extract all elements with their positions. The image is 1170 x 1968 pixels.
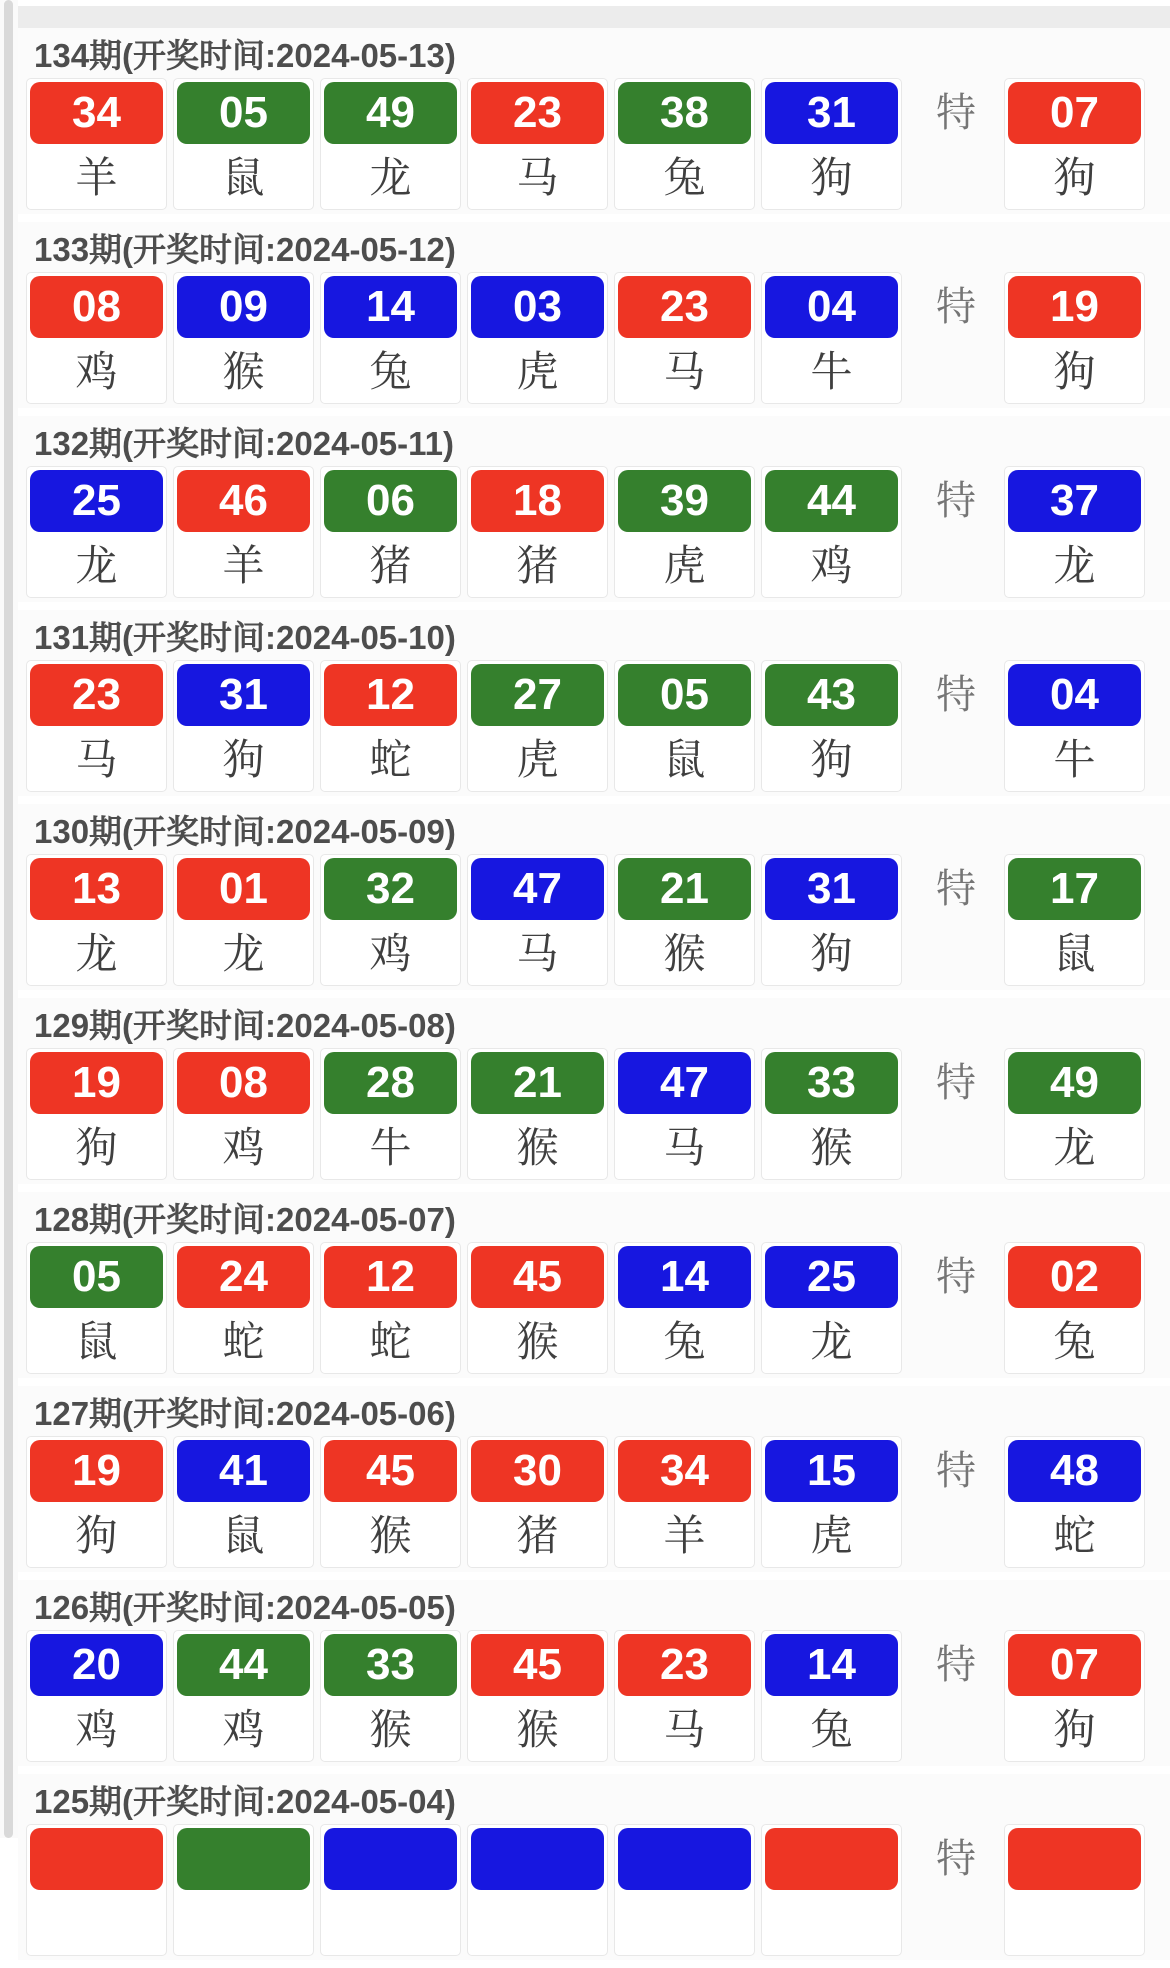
draw-block (18, 1580, 1170, 1766)
draw-numbers-row (18, 78, 1170, 210)
ball-number: 08 (30, 276, 163, 338)
ball-zodiac: 鼠 (663, 736, 706, 783)
results-list (18, 0, 1170, 1968)
result-cell (614, 660, 755, 792)
result-cell (173, 854, 314, 986)
ball-number: 05 (177, 82, 310, 144)
ball-zodiac: 猪 (369, 542, 412, 589)
ball-number: 31 (765, 82, 898, 144)
ball-zodiac: 鸡 (810, 542, 853, 589)
ball-zodiac: 牛 (1053, 736, 1096, 783)
result-cell (761, 272, 902, 404)
draw-period-title: 129期(开奖时间:2024-05-08) (34, 1007, 456, 1044)
ball-zodiac: 龙 (75, 930, 118, 977)
result-cell (173, 1824, 314, 1956)
ball-number (765, 1828, 898, 1890)
result-cell (614, 1824, 755, 1956)
draw-block (18, 610, 1170, 796)
ball-number: 23 (618, 276, 751, 338)
ball-number: 14 (324, 276, 457, 338)
ball-number: 04 (765, 276, 898, 338)
ball-number: 19 (30, 1440, 163, 1502)
ball-number (471, 1828, 604, 1890)
ball-zodiac: 虎 (516, 736, 559, 783)
draw-period-title: 127期(开奖时间:2024-05-06) (34, 1395, 456, 1432)
result-cell (761, 1630, 902, 1762)
ball-zodiac: 鸡 (369, 930, 412, 977)
result-cell (320, 78, 461, 210)
draw-numbers-row (18, 1630, 1170, 1762)
ball-zodiac: 猴 (369, 1512, 412, 1559)
result-cell (467, 1436, 608, 1568)
ball-zodiac: 龙 (1053, 1124, 1096, 1171)
draw-period-title: 126期(开奖时间:2024-05-05) (34, 1589, 456, 1626)
ball-zodiac: 狗 (1053, 348, 1096, 395)
result-cell (1004, 854, 1145, 986)
ball-number: 27 (471, 664, 604, 726)
result-cell (467, 660, 608, 792)
draw-block (18, 1386, 1170, 1572)
ball-zodiac: 鸡 (75, 348, 118, 395)
scrollbar-track (0, 0, 18, 1838)
ball-zodiac: 蛇 (1053, 1512, 1096, 1559)
special-label: 特 (936, 1449, 976, 1493)
ball-number: 25 (765, 1246, 898, 1308)
ball-number: 46 (177, 470, 310, 532)
draw-block (18, 804, 1170, 990)
ball-number: 17 (1008, 858, 1141, 920)
ball-zodiac: 鼠 (222, 154, 265, 201)
result-cell (173, 78, 314, 210)
special-label: 特 (936, 1837, 976, 1881)
ball-zodiac: 羊 (75, 154, 118, 201)
ball-zodiac: 鸡 (222, 1706, 265, 1753)
result-cell (467, 1824, 608, 1956)
result-cell (614, 1048, 755, 1180)
ball-number: 14 (765, 1634, 898, 1696)
draw-numbers-row (18, 272, 1170, 404)
result-cell (1004, 466, 1145, 598)
result-cell (614, 1436, 755, 1568)
ball-zodiac: 马 (516, 154, 559, 201)
draw-numbers-row (18, 660, 1170, 792)
result-cell (467, 1048, 608, 1180)
ball-number: 23 (471, 82, 604, 144)
ball-number: 18 (471, 470, 604, 532)
ball-zodiac (1008, 1890, 1141, 1952)
ball-number (324, 1828, 457, 1890)
draw-numbers-row (18, 1048, 1170, 1180)
result-cell (26, 854, 167, 986)
ball-number: 48 (1008, 1440, 1141, 1502)
ball-zodiac: 兔 (663, 1318, 706, 1365)
ball-zodiac: 蛇 (222, 1318, 265, 1365)
ball-number: 47 (618, 1052, 751, 1114)
ball-number (30, 1828, 163, 1890)
draw-block (18, 416, 1170, 602)
ball-number: 04 (1008, 664, 1141, 726)
ball-number (618, 1828, 751, 1890)
result-cell (761, 1436, 902, 1568)
result-cell (1004, 272, 1145, 404)
ball-zodiac (324, 1890, 457, 1952)
ball-zodiac: 猪 (516, 1512, 559, 1559)
ball-number: 44 (177, 1634, 310, 1696)
draw-period-title: 131期(开奖时间:2024-05-10) (34, 619, 456, 656)
ball-zodiac: 狗 (810, 154, 853, 201)
ball-zodiac: 鼠 (222, 1512, 265, 1559)
ball-number: 09 (177, 276, 310, 338)
result-cell (614, 272, 755, 404)
result-cell (761, 854, 902, 986)
ball-number: 12 (324, 1246, 457, 1308)
special-label: 特 (936, 673, 976, 717)
result-cell (467, 854, 608, 986)
special-label: 特 (936, 867, 976, 911)
ball-number: 34 (30, 82, 163, 144)
ball-zodiac: 羊 (222, 542, 265, 589)
ball-zodiac: 猪 (516, 542, 559, 589)
ball-number: 13 (30, 858, 163, 920)
ball-zodiac: 虎 (810, 1512, 853, 1559)
ball-number: 02 (1008, 1246, 1141, 1308)
result-cell (467, 272, 608, 404)
result-cell (1004, 1048, 1145, 1180)
result-cell (614, 1242, 755, 1374)
draw-period-title: 128期(开奖时间:2024-05-07) (34, 1201, 456, 1238)
ball-number: 39 (618, 470, 751, 532)
result-cell (173, 466, 314, 598)
special-label: 特 (936, 1643, 976, 1687)
draw-numbers-row (18, 1242, 1170, 1374)
result-cell (1004, 1824, 1145, 1956)
ball-zodiac (471, 1890, 604, 1952)
ball-number: 03 (471, 276, 604, 338)
result-cell (26, 78, 167, 210)
ball-number: 23 (618, 1634, 751, 1696)
ball-number: 25 (30, 470, 163, 532)
ball-zodiac (177, 1890, 310, 1952)
ball-zodiac: 龙 (75, 542, 118, 589)
result-cell (173, 660, 314, 792)
ball-number: 32 (324, 858, 457, 920)
ball-zodiac: 马 (663, 1706, 706, 1753)
ball-number: 45 (324, 1440, 457, 1502)
ball-number: 07 (1008, 1634, 1141, 1696)
ball-zodiac: 猴 (810, 1124, 853, 1171)
result-cell (614, 78, 755, 210)
ball-zodiac: 龙 (222, 930, 265, 977)
result-cell (173, 272, 314, 404)
ball-number: 21 (618, 858, 751, 920)
result-cell (614, 854, 755, 986)
result-cell (467, 1242, 608, 1374)
ball-number: 05 (618, 664, 751, 726)
ball-number: 19 (30, 1052, 163, 1114)
result-cell (320, 1824, 461, 1956)
ball-number (177, 1828, 310, 1890)
ball-zodiac: 兔 (663, 154, 706, 201)
draw-numbers-row (18, 854, 1170, 986)
result-cell (614, 1630, 755, 1762)
result-cell (1004, 1436, 1145, 1568)
result-cell (26, 1048, 167, 1180)
draw-period-title: 134期(开奖时间:2024-05-13) (34, 37, 456, 74)
ball-number: 05 (30, 1246, 163, 1308)
ball-number: 31 (765, 858, 898, 920)
result-cell (1004, 78, 1145, 210)
ball-zodiac: 狗 (1053, 1706, 1096, 1753)
ball-zodiac: 龙 (369, 154, 412, 201)
ball-number: 19 (1008, 276, 1141, 338)
special-label: 特 (936, 1061, 976, 1105)
draw-numbers-row (18, 1824, 1170, 1956)
result-cell (320, 466, 461, 598)
ball-zodiac (618, 1890, 751, 1952)
ball-number: 21 (471, 1052, 604, 1114)
ball-zodiac: 狗 (222, 736, 265, 783)
ball-number: 30 (471, 1440, 604, 1502)
ball-number: 47 (471, 858, 604, 920)
ball-zodiac: 猴 (369, 1706, 412, 1753)
ball-zodiac: 兔 (810, 1706, 853, 1753)
ball-zodiac: 狗 (75, 1124, 118, 1171)
result-cell (761, 1824, 902, 1956)
result-cell (761, 466, 902, 598)
ball-zodiac: 狗 (75, 1512, 118, 1559)
ball-number: 43 (765, 664, 898, 726)
ball-zodiac: 鸡 (75, 1706, 118, 1753)
ball-number (1008, 1828, 1141, 1890)
ball-number: 45 (471, 1634, 604, 1696)
result-cell (320, 272, 461, 404)
ball-number: 45 (471, 1246, 604, 1308)
ball-zodiac: 狗 (810, 736, 853, 783)
ball-number: 12 (324, 664, 457, 726)
ball-zodiac: 鸡 (222, 1124, 265, 1171)
ball-number: 31 (177, 664, 310, 726)
ball-zodiac: 虎 (516, 348, 559, 395)
ball-zodiac: 马 (75, 736, 118, 783)
ball-number: 14 (618, 1246, 751, 1308)
ball-zodiac: 蛇 (369, 736, 412, 783)
draw-numbers-row (18, 1436, 1170, 1568)
result-cell (26, 466, 167, 598)
top-divider (18, 6, 1170, 28)
ball-number: 49 (324, 82, 457, 144)
ball-number: 38 (618, 82, 751, 144)
ball-zodiac: 狗 (1053, 154, 1096, 201)
result-cell (26, 272, 167, 404)
ball-zodiac: 羊 (663, 1512, 706, 1559)
ball-zodiac: 牛 (369, 1124, 412, 1171)
ball-number: 34 (618, 1440, 751, 1502)
result-cell (320, 1242, 461, 1374)
ball-zodiac: 龙 (1053, 542, 1096, 589)
result-cell (26, 1824, 167, 1956)
special-label: 特 (936, 285, 976, 329)
ball-number: 15 (765, 1440, 898, 1502)
draw-block (18, 222, 1170, 408)
draw-block (18, 998, 1170, 1184)
result-cell (26, 660, 167, 792)
ball-zodiac: 猴 (516, 1706, 559, 1753)
result-cell (761, 660, 902, 792)
result-cell (26, 1436, 167, 1568)
ball-zodiac: 鼠 (1053, 930, 1096, 977)
result-cell (173, 1242, 314, 1374)
ball-zodiac: 马 (516, 930, 559, 977)
ball-zodiac: 牛 (810, 348, 853, 395)
result-cell (467, 78, 608, 210)
ball-number: 44 (765, 470, 898, 532)
result-cell (320, 1048, 461, 1180)
draw-numbers-row (18, 466, 1170, 598)
draw-block (18, 28, 1170, 214)
result-cell (173, 1048, 314, 1180)
ball-zodiac: 蛇 (369, 1318, 412, 1365)
draw-period-title: 132期(开奖时间:2024-05-11) (34, 425, 455, 462)
draw-period-title: 133期(开奖时间:2024-05-12) (34, 231, 456, 268)
ball-zodiac: 猴 (222, 348, 265, 395)
result-cell (1004, 660, 1145, 792)
result-cell (761, 1048, 902, 1180)
ball-zodiac: 鼠 (75, 1318, 118, 1365)
result-cell (614, 466, 755, 598)
result-cell (1004, 1242, 1145, 1374)
draw-block (18, 1774, 1170, 1960)
ball-number: 20 (30, 1634, 163, 1696)
ball-number: 41 (177, 1440, 310, 1502)
result-cell (761, 1242, 902, 1374)
ball-zodiac: 狗 (810, 930, 853, 977)
ball-zodiac (765, 1890, 898, 1952)
ball-zodiac: 龙 (810, 1318, 853, 1365)
ball-number: 24 (177, 1246, 310, 1308)
result-cell (320, 660, 461, 792)
ball-zodiac: 兔 (1053, 1318, 1096, 1365)
result-cell (1004, 1630, 1145, 1762)
ball-zodiac: 虎 (663, 542, 706, 589)
result-cell (320, 1630, 461, 1762)
draw-block (18, 1192, 1170, 1378)
ball-number: 01 (177, 858, 310, 920)
special-label: 特 (936, 91, 976, 135)
draw-period-title: 130期(开奖时间:2024-05-09) (34, 813, 456, 850)
ball-zodiac: 猴 (516, 1124, 559, 1171)
result-cell (26, 1242, 167, 1374)
ball-number: 23 (30, 664, 163, 726)
ball-number: 33 (765, 1052, 898, 1114)
ball-zodiac: 猴 (663, 930, 706, 977)
ball-zodiac (30, 1890, 163, 1952)
draw-period-title: 125期(开奖时间:2024-05-04) (34, 1783, 456, 1820)
scrollbar-thumb[interactable] (4, 0, 13, 1838)
special-label: 特 (936, 479, 976, 523)
result-cell (467, 1630, 608, 1762)
ball-zodiac: 猴 (516, 1318, 559, 1365)
ball-zodiac: 马 (663, 1124, 706, 1171)
ball-number: 07 (1008, 82, 1141, 144)
result-cell (26, 1630, 167, 1762)
ball-number: 37 (1008, 470, 1141, 532)
ball-number: 49 (1008, 1052, 1141, 1114)
ball-zodiac: 兔 (369, 348, 412, 395)
result-cell (173, 1630, 314, 1762)
ball-number: 28 (324, 1052, 457, 1114)
ball-number: 08 (177, 1052, 310, 1114)
ball-zodiac: 马 (663, 348, 706, 395)
ball-number: 06 (324, 470, 457, 532)
result-cell (467, 466, 608, 598)
result-cell (761, 78, 902, 210)
special-label: 特 (936, 1255, 976, 1299)
result-cell (173, 1436, 314, 1568)
result-cell (320, 1436, 461, 1568)
result-cell (320, 854, 461, 986)
ball-number: 33 (324, 1634, 457, 1696)
